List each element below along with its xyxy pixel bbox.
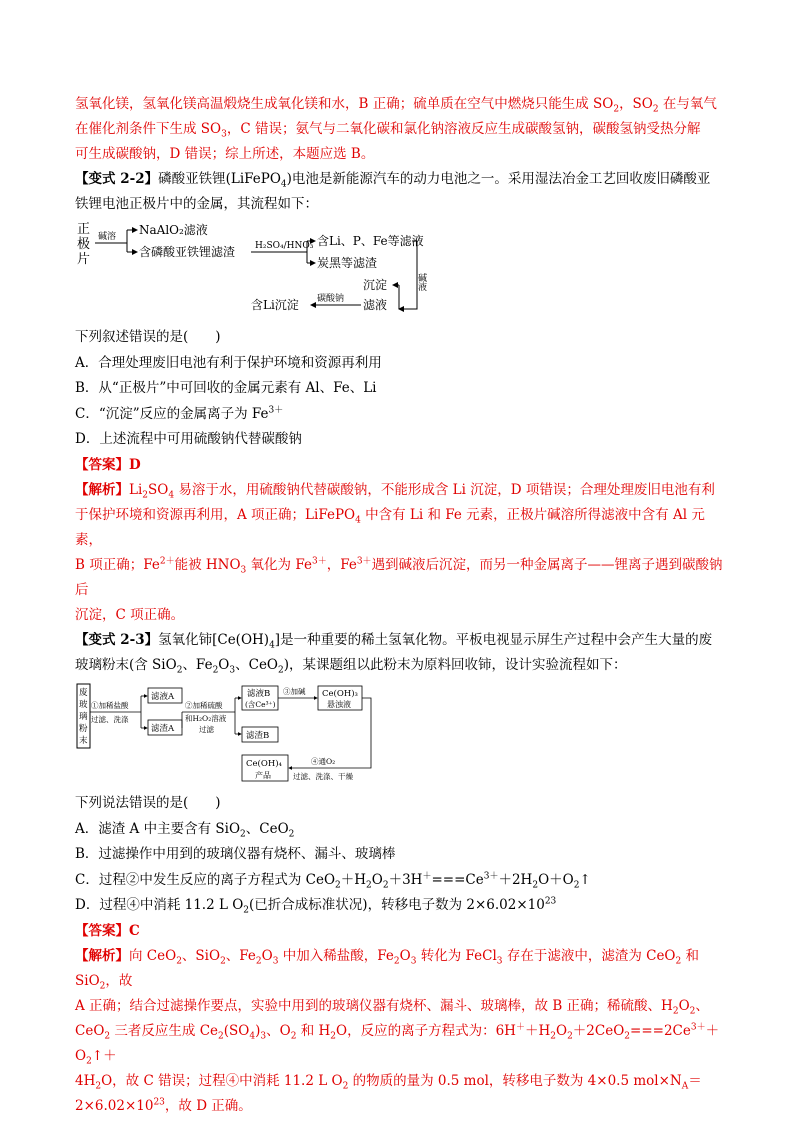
q23-s1a: ①加稀盐酸 <box>91 701 129 710</box>
q23-flowchart-svg <box>75 682 385 787</box>
q23-s2b: 和H₂O₂溶液 <box>185 714 227 723</box>
q23-d2: (已折合成标准状况)，转移电子数为 2×6.02×10 <box>249 897 545 913</box>
q22-start-1: 正 <box>77 222 91 237</box>
q22-an-3a: B 项正确；Fe <box>75 557 160 573</box>
q23-s2a: ②加稀硫酸 <box>185 701 223 710</box>
q23-a4c: 的物质的量为 0.5 mol，转移电子数为 4×0.5 mol×N <box>348 1073 682 1089</box>
q22-step-alkali: 碱溶 <box>98 232 117 242</box>
q23-a3i: O <box>555 1023 568 1039</box>
q23-analysis: 【解析】向 CeO$_2$、SiO$_2$、$Fe_2O_3$ 中加入稀盐酸，$Fe_2O_3$ 转化为 FeCl$_3$ 存在于滤液中，滤渣为 CeO$_2$ 和 SiO$_2$，故 A 正确；结合过滤操作要点，实验中用到的玻璃仪器有烧杯、漏斗、玻璃棒，故 B 正确；稀硫酸、$H_2O_2$、 CeO$_2$ 三者反应生成 $Ce_2(SO_4)_3$、$O_2$ 和 $H_2O$，反应的离子方程式为：$6H^++H_2O_2+2CeO_2===2Ce^{3+}+O_2↑+$ $4H_2O$，故 C 错误；过程④中消耗 11.2 L $O_2$ 的物质的量为 0.5 mol，转移电子数为 4×0.5 $mol\times N_A=$ $2\times 6.02\times 10^{23}$，故 D 正确。 <box>75 948 720 1114</box>
q23-a4d: ＝ <box>688 1073 702 1089</box>
q23-a3f: 和 H <box>296 1023 331 1039</box>
q22-flowchart-svg <box>75 221 475 321</box>
q23-start-1: 废 <box>79 688 88 698</box>
q22-an-3e: 遇到碱液后沉淀，而另一种金属离子——锂离子遇到碳酸钠后 <box>75 557 723 598</box>
q23-s4a: ④通O₂ <box>311 757 336 766</box>
q23-a2: A 正确；结合过滤操作要点，实验中用到的玻璃仪器有烧杯、漏斗、玻璃棒，故 B 正确；稀硫酸、H <box>75 998 673 1014</box>
q22-out-residue: 含磷酸亚铁锂滤渣 <box>139 245 236 259</box>
q23-stem-2a: 玻璃粉末(含 SiO <box>75 657 177 673</box>
q22-step-na2co3: 碳酸钠 <box>317 294 345 304</box>
q23-a3e: 、O <box>266 1023 291 1039</box>
q23-a1f: O <box>399 948 411 964</box>
q23-c8: ↑ <box>579 871 591 888</box>
q22-an-3b: 能被 HNO <box>174 557 241 573</box>
q23-option-a: A．滤渣 A 中主要含有 SiO$_2$、CeO$_2$ <box>75 820 295 840</box>
q22-start-3: 片 <box>77 252 91 267</box>
q22-flowchart <box>75 221 725 321</box>
q22-an-3c: 氧化为 Fe <box>246 557 312 573</box>
q23-c4: ＋3H <box>388 871 423 888</box>
q23-stem-2d: 、CeO <box>235 657 278 673</box>
q23-answer: 【答案】C <box>75 922 140 939</box>
q23-ce1: Ce(OH)₃ <box>322 689 358 699</box>
q22-out-filtrate: 含Li、P、Fe等滤液 <box>317 234 424 248</box>
q22-an-1c: 易溶于水，用硫酸钠代替碳酸钠，不能形成含 Li 沉淀，D 项错误；合理处理废旧电池有利 <box>174 482 715 498</box>
q22-an-1b: SO <box>148 482 169 498</box>
q23-stem-2c: O <box>218 657 230 673</box>
q22-stem-line-2: 铁锂电池正极片中的金属，其流程如下： <box>75 196 318 212</box>
q23-a3j: ＋2CeO <box>572 1023 625 1039</box>
q23-a5b: ，故 D 正确。 <box>164 1098 252 1114</box>
q23-a4a: 4H <box>75 1073 96 1089</box>
q23-opt-a1: A．滤渣 A 中主要含有 SiO <box>75 820 241 837</box>
q23-c2: ＋H <box>340 871 367 888</box>
q22-answer: 【答案】D <box>75 456 141 473</box>
q23-stem-line-1: 【变式 2-3】氢氧化铈$[Ce(OH)_4]$是一种重要的稀土氢氧化物。平板电视显示屏生产过程中会产生大量的废 <box>75 632 713 651</box>
q23-ask: 下列说法错误的是( ) <box>75 795 221 811</box>
q23-opt-a2: 、CeO <box>245 820 289 837</box>
q23-start-2: 玻 <box>79 700 88 710</box>
q23-ya: 滤液A <box>151 692 175 702</box>
q22-option-a: A．合理处理废旧电池有利于保护环境和资源再利用 <box>75 354 382 371</box>
lead-line-2: 在催化剂条件下生成 SO <box>75 121 222 137</box>
q22-option-c-text: C．“沉淀”反应的金属离子为 Fe <box>75 405 269 422</box>
q23-a1: 向 CeO <box>129 948 177 964</box>
lead-line-2b: ，C 错误；氨气与二氧化碳和氯化钠溶液反应生成碳酸氢钠，碳酸氢钠受热分解 <box>226 121 701 137</box>
q23-analysis-tag: 【解析】 <box>75 948 129 964</box>
document-page <box>75 92 725 1119</box>
q23-a1i: 和 SiO <box>75 948 700 989</box>
q22-step-base: 碱液 <box>416 273 426 291</box>
q23-a3d: ) <box>255 1023 261 1039</box>
q23-stem-1b: ]是一种重要的稀土氢氧化物。平板电视显示屏生产过程中会产生大量的废 <box>274 632 713 648</box>
q23-ce2: 悬浊液 <box>327 700 351 709</box>
q23-a3k: ===2Ce <box>630 1023 691 1039</box>
q22-stem-1a: 磷酸亚铁锂(LiFePO <box>158 171 281 187</box>
q22-option-c-sup: 3＋ <box>268 405 284 415</box>
q22-stem-1b: )电池是新能源汽车的动力电池之一。采用湿法冶金工艺回收废旧磷酸亚 <box>286 171 711 187</box>
q22-out-filtrate2: 滤液 <box>363 298 388 312</box>
q23-stem-2e: )，某课题组以此粉末为原料回收铈，设计实验流程如下： <box>283 657 627 673</box>
q23-a1e: 中加入稀盐酸，Fe <box>278 948 394 964</box>
q23-stem-2b: 、Fe <box>182 657 213 673</box>
q23-a3m: ↑＋ <box>91 1048 117 1064</box>
q23-start-5: 末 <box>79 736 88 746</box>
q23-start-3: 璃 <box>79 712 88 722</box>
q23-option-d: D．过程④中消耗 11.2 L $O_2$(已折合成标准状况)，转移电子数为 $2\times 6.02\times 10^{23}$ <box>75 896 557 916</box>
q22-an-1a: Li <box>129 482 143 498</box>
q23-option-b: B．过滤操作中用到的玻璃仪器有烧杯、漏斗、玻璃棒 <box>75 846 396 862</box>
q23-p2: 产品 <box>255 771 271 780</box>
q23-a1b: 、SiO <box>181 948 221 964</box>
q22-option-c <box>75 402 725 428</box>
q22-out-li: 含Li沉淀 <box>251 298 299 312</box>
q22-out-carbon: 炭黑等滤渣 <box>317 256 378 270</box>
q23-a1d: O <box>261 948 273 964</box>
q23-zb: 滤渣B <box>246 731 270 741</box>
q22-an-4: 沉淀，C 项正确。 <box>75 607 185 623</box>
q23-a5a: 2×6.02×10 <box>75 1098 154 1114</box>
q23-a3c: (SO <box>223 1023 250 1039</box>
lead-analysis-text: 氢氧化镁，氢氧化镁高温煅烧生成氧化镁和水，B 正确；硫单质在空气中燃烧只能生成 $SO_2$，$SO_2$ 在与氧气 在催化剂条件下生成 $SO_3$，C 错误；氨气与二氧化碳和氯化钠溶液反应生成碳酸氢钠，碳酸氢钠受热分解 可生成碳酸钠，D 错误；综上所述，本题应选 B。 <box>75 96 717 162</box>
q23-a1c: 、Fe <box>225 948 256 964</box>
q22-analysis-tag: 【解析】 <box>75 482 129 498</box>
q23-a4b: O，故 C 错误；过程④中消耗 11.2 L O <box>101 1073 343 1089</box>
q23-a1g: 转化为 FeCl <box>416 948 497 964</box>
lead-line-1b: ，SO <box>619 96 653 112</box>
q23-c7: O＋O <box>538 871 574 888</box>
q22-ask: 下列叙述错误的是( ) <box>75 329 221 345</box>
q23-s4b: 过滤、洗涤、干燥 <box>293 772 353 781</box>
q22-option-b: B．从“正极片”中可回收的金属元素有 Al、Fe、Li <box>75 380 377 396</box>
q22-an-3d: ，Fe <box>326 557 357 573</box>
q22-option-d: D．上述流程中可用硫酸钠代替碳酸钠 <box>75 431 302 447</box>
lead-line-1: 氢氧化镁，氢氧化镁高温煅烧生成氧化镁和水，B 正确；硫单质在空气中燃烧只能生成 SO <box>75 96 614 112</box>
lead-line-1c: 在与氧气 <box>658 96 717 112</box>
q23-a3h: ＋H <box>524 1023 551 1039</box>
q22-out-precip: 沉淀 <box>363 278 388 292</box>
lead-line-3: 可生成碳酸钠，D 错误；综上所述，本题应选 B。 <box>75 146 375 162</box>
q23-a3l: ＋O <box>75 1023 720 1064</box>
q23-yb1: 滤液B <box>247 689 271 699</box>
q22-analysis: 【解析】$Li_2SO_4$ 易溶于水，用硫酸钠代替碳酸钠，不能形成含 Li 沉淀，D 项错误；合理处理废旧电池有利 于保护环境和资源再利用，A 项正确；LiFePO$_4$ 中含有 Li 和 Fe 元素，正极片碱溶所得滤液中含有 Al 元素， B 项正确；$Fe^{2+}$能被 $HNO_3$ 氧化为 $Fe^{3+}$，$Fe^{3+}$遇到碱液后沉淀，而另一种金属离子——锂离子遇到碳酸钠后 沉淀，C 项正确。 <box>75 482 723 623</box>
q23-c1: C．过程②中发生反应的离子方程式为 CeO <box>75 871 336 888</box>
q23-c5: ===Ce <box>431 871 484 888</box>
q23-c6: ＋2H <box>498 871 533 888</box>
q22-tag: 【变式 2-2】 <box>75 171 159 187</box>
q22-out-naalo2: NaAlO₂滤液 <box>139 223 208 237</box>
q22-an-2b: 中含有 Li 和 Fe 元素，正极片碱溶所得滤液中含有 Al 元素， <box>75 507 705 548</box>
q23-stem-line-2: 玻璃粉末(含 SiO$_2$、$Fe_2O_3$、CeO$_2$)，某课题组以此粉末为原料回收铈，设计实验流程如下： <box>75 657 627 676</box>
q22-start-2: 极 <box>77 237 91 252</box>
q23-a3g: O，反应的离子方程式为：6H <box>336 1023 516 1039</box>
q23-a1h: 存在于滤液中，滤渣为 CeO <box>502 948 676 964</box>
q22-an-2: 于保护环境和资源再利用，A 项正确；LiFePO <box>75 507 356 523</box>
q23-flowchart <box>75 682 725 787</box>
q23-c3: O <box>371 871 383 888</box>
q23-stem-1a: 氢氧化铈[Ce(OH) <box>158 632 270 648</box>
q23-a1j: ，故 <box>105 973 133 989</box>
q23-a3b: 三者反应生成 Ce <box>110 1023 219 1039</box>
q23-option-c: C．过程②中发生反应的离子方程式为 $CeO_2+H_2O_2+3H^+===Ce^{3+}+2H_2O+O_2↑$ <box>75 871 591 891</box>
q22-stem-line-1: 【变式 2-2】磷酸亚铁锂(LiFePO$_4$)电池是新能源汽车的动力电池之一。采用湿法冶金工艺回收废旧磷酸亚 <box>75 171 711 190</box>
q23-s1b: 过滤、洗涤 <box>91 715 129 724</box>
q23-d1: D．过程④中消耗 11.2 L O <box>75 897 244 913</box>
q23-start-4: 粉 <box>79 724 88 734</box>
q23-a3a: CeO <box>75 1023 105 1039</box>
q23-tag: 【变式 2-3】 <box>75 632 159 648</box>
q23-p1: Ce(OH)₄ <box>246 759 282 769</box>
q23-a2b: O <box>678 998 690 1014</box>
q23-s3: ③加碱 <box>283 687 306 696</box>
q23-a2c: 、 <box>695 998 709 1014</box>
q23-za: 滤渣A <box>151 724 175 734</box>
q23-yb2: (含Ce³⁺) <box>245 700 276 709</box>
q22-step-acid: H₂SO₄/HNO₃ <box>255 241 314 251</box>
q23-s2c: 过滤 <box>199 725 214 734</box>
